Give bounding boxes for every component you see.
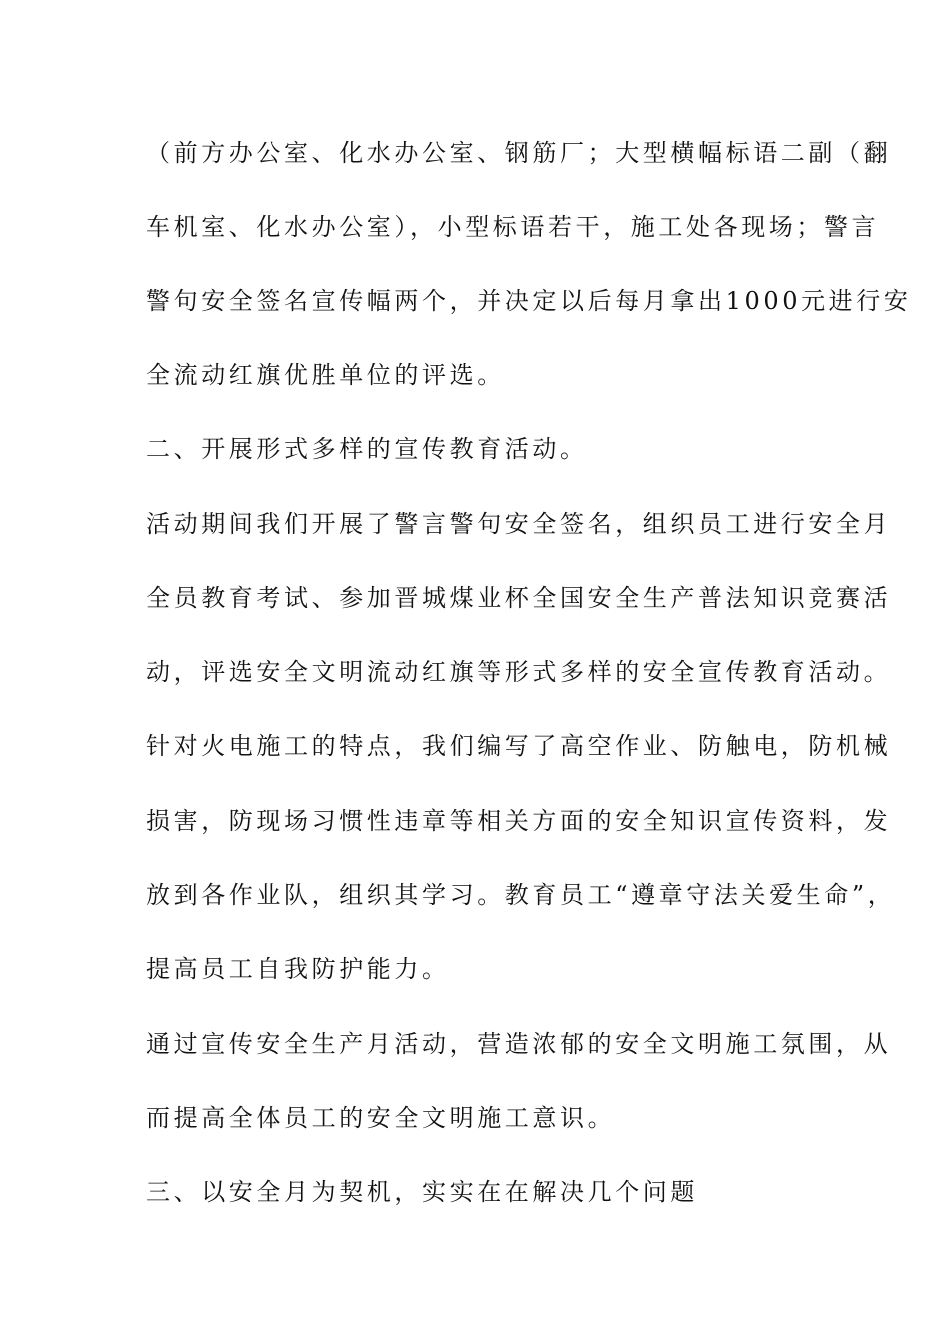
text-line: 警句安全签名宣传幅两个，并决定以后每月拿出1000元进行安 (146, 287, 912, 315)
text-line: 损害，防现场习惯性违章等相关方面的安全知识宣传资料，发 (146, 807, 892, 835)
text-line: 活动期间我们开展了警言警句安全签名，组织员工进行安全月 (146, 510, 892, 538)
text-line: （前方办公室、化水办公室、钢筋厂；大型横幅标语二副（翻 (146, 139, 892, 167)
text-line: 而提高全体员工的安全文明施工意识。 (146, 1104, 616, 1132)
text-line: 通过宣传安全生产月活动，营造浓郁的安全文明施工氛围，从 (146, 1030, 892, 1058)
section-heading-2: 二、开展形式多样的宣传教育活动。 (146, 435, 588, 463)
text-line: 动，评选安全文明流动红旗等形式多样的安全宣传教育活动。 (146, 658, 892, 686)
text-line: 全员教育考试、参加晋城煤业杯全国安全生产普法知识竞赛活 (146, 584, 892, 612)
text-line: 针对火电施工的特点，我们编写了高空作业、防触电，防机械 (146, 732, 892, 760)
text-line: 全流动红旗优胜单位的评选。 (146, 361, 505, 389)
text-line: 提高员工自我防护能力。 (146, 955, 450, 983)
text-line: 车机室、化水办公室），小型标语若干，施工处各现场；警言 (146, 213, 880, 241)
text-line: 放到各作业队，组织其学习。教育员工“遵章守法关爱生命”， (146, 881, 896, 909)
section-heading-3: 三、以安全月为契机，实实在在解决几个问题 (146, 1178, 698, 1206)
